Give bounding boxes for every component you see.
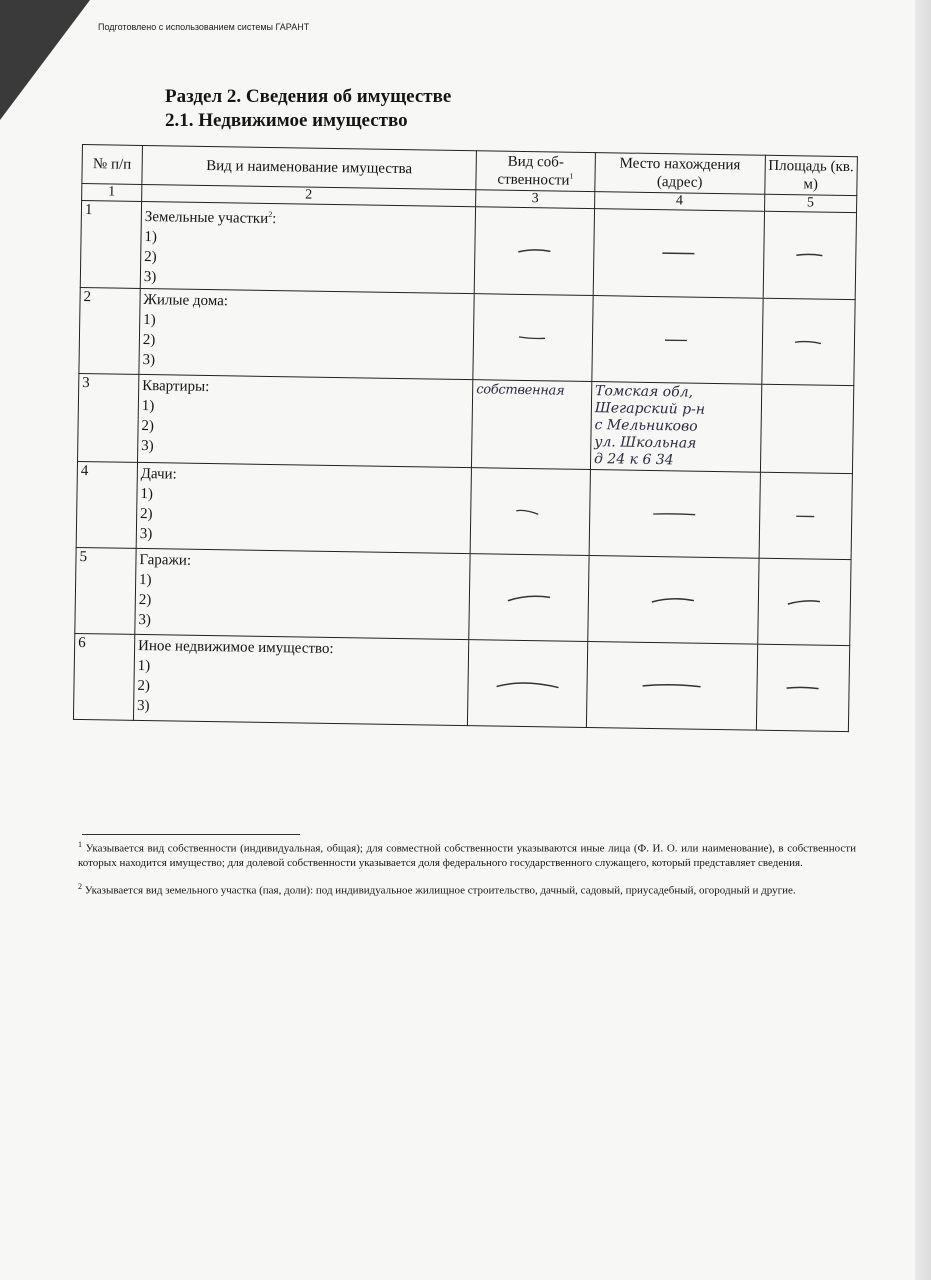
ownership-handwritten: собственная bbox=[472, 380, 592, 470]
row-type: Дачи: 1) 2) 3) bbox=[136, 462, 471, 553]
area-dash bbox=[763, 211, 857, 299]
ownership-dash bbox=[468, 640, 588, 728]
table-row bbox=[79, 287, 855, 385]
area-empty bbox=[760, 384, 854, 473]
ownership-dash bbox=[470, 468, 590, 556]
row-number: 5 bbox=[75, 547, 136, 634]
table-row bbox=[76, 461, 852, 559]
row-type: Жилые дома: 1) 2) 3) bbox=[139, 288, 474, 379]
row-number: 2 bbox=[79, 287, 140, 374]
location-dash bbox=[588, 556, 759, 645]
area-dash bbox=[756, 644, 850, 731]
col-number: 3 bbox=[476, 190, 595, 209]
col-header-location: Место нахождения (адрес) bbox=[595, 153, 765, 195]
area-dash bbox=[761, 298, 855, 385]
location-dash bbox=[593, 209, 764, 299]
col-header-type-name: Вид и наименование имущества bbox=[142, 145, 477, 189]
real-estate-table bbox=[73, 144, 858, 732]
section-title: Раздел 2. Сведения об имуществе bbox=[165, 86, 452, 107]
table-row bbox=[78, 373, 854, 473]
col-number: 1 bbox=[82, 184, 142, 202]
col-header-ownership: Вид соб-ственности$^1$ bbox=[476, 151, 595, 192]
ownership-dash bbox=[469, 554, 589, 642]
row-number: 4 bbox=[76, 461, 137, 548]
folded-corner bbox=[0, 0, 90, 120]
col-number: 5 bbox=[764, 194, 857, 212]
col-header-number: № п/п bbox=[82, 145, 143, 185]
table-row bbox=[80, 201, 856, 300]
table-row bbox=[73, 633, 849, 731]
row-type: Иное недвижимое имущество: 1) 2) 3) bbox=[133, 634, 468, 725]
row-number: 1 bbox=[80, 201, 141, 289]
col-number: 4 bbox=[594, 192, 764, 212]
area-dash bbox=[757, 558, 851, 645]
location-dash bbox=[592, 296, 763, 385]
row-number: 6 bbox=[73, 633, 134, 720]
footnote-1: $^1$ Указывается вид собственности (индивидуальная, общая); для совместной собственности указываются иные лица (Ф. И. О. или наименование), в собственности которых находится имущество; для долевой собственности указывается доля федерального государственного служащего, который представляет сведения. bbox=[78, 840, 856, 869]
location-dash bbox=[589, 470, 760, 559]
row-type: Земельные участки$^2$: 1) 2) 3) bbox=[140, 201, 475, 293]
row-type: Гаражи: 1) 2) 3) bbox=[135, 548, 470, 639]
page-edge bbox=[915, 0, 931, 1280]
ownership-dash bbox=[474, 207, 594, 296]
garant-header: Подготовлено с использованием системы ГАРАНТ bbox=[98, 22, 310, 32]
location-dash bbox=[586, 642, 757, 731]
footnote-2: $^2$ Указывается вид земельного участка (пая, доли): под индивидуальное жилищное строительство, дачный, садовый, приусадебный, огородный и другие. bbox=[78, 882, 796, 897]
table-row bbox=[75, 547, 851, 645]
location-handwritten: Томская обл, Шегарский р-н с Мельниково ул. Школьная д 24 к 6 34 bbox=[590, 382, 761, 473]
subsection-title: 2.1. Недвижимое имущество bbox=[165, 110, 408, 131]
col-number: 2 bbox=[142, 184, 476, 206]
col-header-area: Площадь (кв. м) bbox=[764, 155, 857, 195]
area-dash bbox=[759, 472, 853, 559]
ownership-dash bbox=[473, 294, 593, 382]
row-type: Квартиры: 1) 2) 3) bbox=[137, 374, 473, 467]
footnote-divider bbox=[82, 834, 300, 835]
row-number: 3 bbox=[78, 373, 139, 462]
